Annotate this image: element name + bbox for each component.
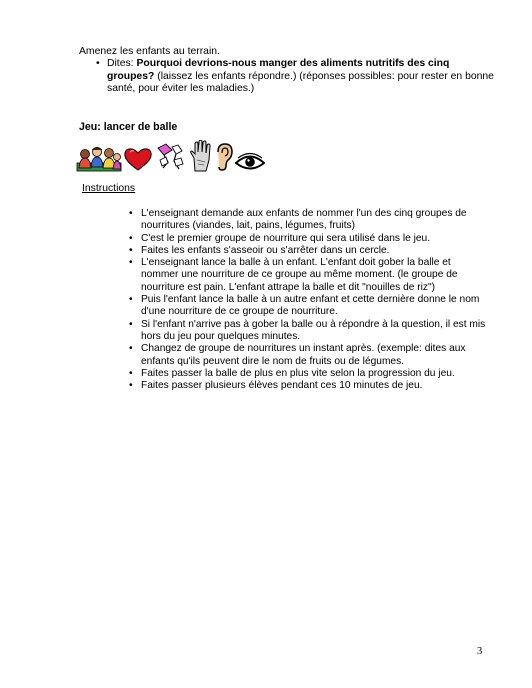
bullet-glyph: • xyxy=(129,343,133,355)
bullet-glyph: • xyxy=(129,232,133,244)
intro-list xyxy=(79,58,499,95)
list-item-text: Puis l'enfant lance la balle à un autre enfant et cette dernière donne le nom d'une nourriture de ce groupe de nourriture. xyxy=(141,294,480,318)
hands-icon xyxy=(154,142,188,172)
list-item xyxy=(95,58,499,95)
list-item-text: Si l'enfant n'arrive pas à gober la balle ou à répondre à la question, il est mis hors du jeu pour quelques minutes. xyxy=(141,318,486,342)
list-item xyxy=(128,294,488,319)
bullet-glyph: • xyxy=(129,294,133,306)
game-title: Jeu: lancer de balle xyxy=(79,121,178,133)
list-item-text: Faites passer plusieurs élèves pendant ces 10 minutes de jeu. xyxy=(141,380,423,392)
list-item xyxy=(128,257,488,294)
bullet-glyph: • xyxy=(129,244,133,256)
eye-icon xyxy=(235,152,265,172)
list-item xyxy=(128,343,488,368)
heart-icon xyxy=(123,146,153,172)
hand-palm-icon xyxy=(189,140,213,172)
list-item xyxy=(128,245,488,257)
bullet-glyph: • xyxy=(129,257,133,269)
bullet-glyph: • xyxy=(96,58,100,70)
instructions-list xyxy=(128,208,488,392)
list-item-text: Changez de groupe de nourritures un instant après. (exemple: dites aux enfants qu'ils peuvent dire le nom de fruits ou de légumes. xyxy=(141,343,466,367)
intro-section xyxy=(79,46,499,96)
list-item xyxy=(128,208,488,233)
list-item-text: Faites les enfants s'asseoir ou s'arrêter dans un cercle. xyxy=(141,244,390,256)
learning-icons-row xyxy=(76,140,265,172)
page-number: 3 xyxy=(477,646,483,657)
list-item xyxy=(128,319,488,344)
bullet-glyph: • xyxy=(129,380,133,392)
list-item-text: Faites passer la balle de plus en plus vite selon la progression du jeu. xyxy=(141,367,455,379)
instructions-heading: Instructions xyxy=(82,183,136,194)
intro-bullet-lead: Dites: xyxy=(107,58,137,70)
list-item xyxy=(128,380,488,392)
group-of-people-icon xyxy=(76,146,122,172)
list-item-text: C'est le premier groupe de nourriture qui sera utilisé dans le jeu. xyxy=(141,232,431,244)
intro-bullet-rest: (laissez les enfants répondre.) (réponses possibles: pour rester en bonne santé, pour éviter les maladies.) xyxy=(107,70,494,95)
list-item-text: L'enseignant demande aux enfants de nommer l'un des cinq groupes de nourritures (viandes, lait, pains, légumes, fruits) xyxy=(141,208,467,232)
list-item-text: L'enseignant lance la balle à un enfant. L'enfant doit gober la balle et nommer une nourriture de ce groupe au même moment. (le groupe de nourriture est pain. L'enfant attrape la balle et dit "nouilles de riz") xyxy=(141,257,458,293)
bullet-glyph: • xyxy=(129,318,133,330)
bullet-glyph: • xyxy=(129,367,133,379)
intro-line: Amenez les enfants au terrain. xyxy=(79,46,220,57)
list-item xyxy=(128,368,488,380)
list-item xyxy=(128,233,488,245)
intro-bullet-question: Pourquoi devrions-nous manger des aliments nutritifs des cinq groupes? xyxy=(107,58,450,82)
ear-icon xyxy=(214,142,234,172)
bullet-glyph: • xyxy=(129,208,133,219)
